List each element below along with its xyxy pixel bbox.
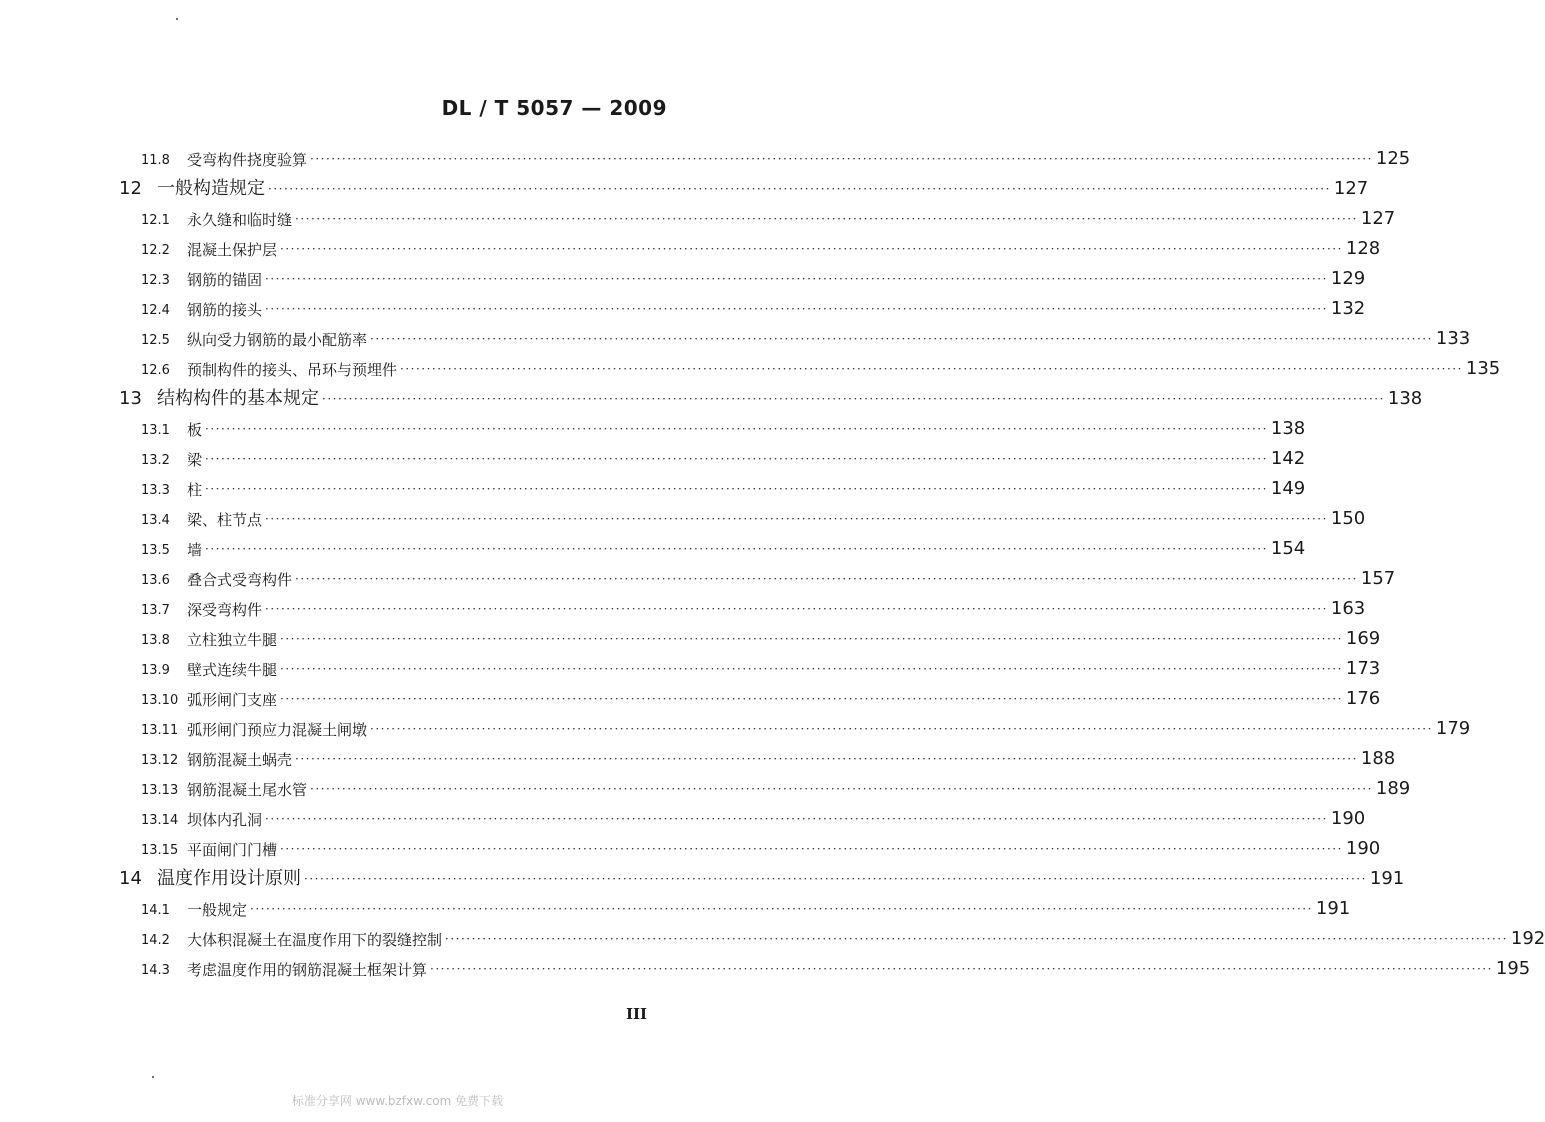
toc-section-row [141,798,1366,829]
toc-leader-dots: ········································································································································································································ [280,842,1343,856]
toc-section-row [141,918,1545,949]
toc-title: 钢筋的锚固 [187,271,263,289]
toc-title: 钢筋混凝土尾水管 [187,781,308,799]
toc-page-number: 150 [1330,508,1366,529]
toc-page-number: 157 [1360,568,1396,589]
toc-number: 12.3 [141,273,170,288]
toc-number: 13.7 [141,603,170,618]
toc-title: 钢筋的接头 [187,301,263,319]
scan-speck [152,1076,154,1078]
toc-title: 结构构件的基本规定 [157,388,319,409]
toc-number: 13.5 [141,543,170,558]
toc-number: 14.3 [141,963,170,978]
toc-section-row [141,618,1381,649]
toc-section-row [141,528,1306,559]
toc-section-row [141,588,1366,619]
toc-section-row [141,828,1381,859]
toc-leader-dots: ········································································································································································································ [205,452,1268,466]
toc-chapter-row [119,168,1369,199]
toc-number: 12.5 [141,333,170,348]
toc-page-number: 138 [1270,418,1306,439]
toc-section-row [141,348,1501,379]
toc-leader-dots: ········································································································································································································ [310,782,1373,796]
toc-leader-dots: ········································································································································································································ [400,362,1463,376]
toc-leader-dots: ········································································································································································································ [268,182,1331,196]
toc-title: 考虑温度作用的钢筋混凝土框架计算 [187,961,428,979]
toc-page-number: 154 [1270,538,1306,559]
standard-code-header: DL / T 5057 — 2009 [441,96,667,120]
toc-title: 壁式连续牛腿 [187,661,278,679]
toc-title: 受弯构件挠度验算 [187,151,308,169]
toc-page-number: 190 [1330,808,1366,829]
toc-section-row [141,258,1366,289]
toc-number: 13.14 [141,813,179,828]
toc-number: 13.15 [141,843,179,858]
toc-page-number: 138 [1387,388,1423,409]
toc-page-number: 191 [1315,898,1351,919]
toc-page-number: 191 [1369,868,1405,889]
toc-number: 13.1 [141,423,170,438]
toc-section-row [141,708,1471,739]
toc-leader-dots: ········································································································································································································ [295,752,1358,766]
toc-title: 一般规定 [187,901,248,919]
toc-section-row [141,738,1396,769]
toc-number: 12.1 [141,213,170,228]
toc-title: 一般构造规定 [157,178,265,199]
toc-number: 13.8 [141,633,170,648]
toc-number: 12.4 [141,303,170,318]
toc-title: 梁 [187,451,203,469]
toc-title: 弧形闸门支座 [187,691,278,709]
toc-number: 13.6 [141,573,170,588]
toc-page-number: 190 [1345,838,1381,859]
toc-page-number: 127 [1333,178,1369,199]
toc-page-number: 195 [1495,958,1531,979]
toc-section-row [141,888,1351,919]
toc-section-row [141,198,1396,229]
toc-leader-dots: ········································································································································································································ [295,572,1358,586]
toc-leader-dots: ········································································································································································································ [205,542,1268,556]
toc-page-number: 135 [1465,358,1501,379]
toc-section-row [141,318,1471,349]
toc-section-row [141,678,1381,709]
toc-title: 平面闸门门槽 [187,841,278,859]
toc-title: 深受弯构件 [187,601,263,619]
toc-title: 钢筋混凝土蜗壳 [187,751,293,769]
toc-page-number: 142 [1270,448,1306,469]
toc-leader-dots: ········································································································································································································ [280,662,1343,676]
toc-section-row [141,138,1411,169]
toc-page-number: 169 [1345,628,1381,649]
toc-leader-dots: ········································································································································································································ [265,272,1328,286]
toc-leader-dots: ········································································································································································································ [205,482,1268,496]
toc-number: 13.2 [141,453,170,468]
toc-number: 13.12 [141,753,179,768]
toc-leader-dots: ········································································································································································································ [304,872,1367,886]
toc-page-number: 189 [1375,778,1411,799]
toc-section-row [141,768,1411,799]
toc-leader-dots: ········································································································································································································ [265,812,1328,826]
toc-page-number: 176 [1345,688,1381,709]
toc-leader-dots: ········································································································································································································ [322,392,1385,406]
toc-title: 叠合式受弯构件 [187,571,293,589]
toc-leader-dots: ········································································································································································································ [280,632,1343,646]
toc-number: 12.6 [141,363,170,378]
toc-section-row [141,648,1381,679]
toc-page-number: 149 [1270,478,1306,499]
toc-leader-dots: ········································································································································································································ [250,902,1313,916]
toc-leader-dots: ········································································································································································································ [205,422,1268,436]
toc-leader-dots: ········································································································································································································ [430,962,1493,976]
toc-section-row [141,468,1306,499]
toc-leader-dots: ········································································································································································································ [280,692,1343,706]
toc-section-row [141,228,1381,259]
toc-page-number: 132 [1330,298,1366,319]
toc-number: 12.2 [141,243,170,258]
toc-leader-dots: ········································································································································································································ [265,512,1328,526]
toc-page-number: 127 [1360,208,1396,229]
toc-title: 永久缝和临时缝 [187,211,293,229]
toc-section-row [141,408,1306,439]
toc-page-number: 173 [1345,658,1381,679]
toc-page-number: 125 [1375,148,1411,169]
toc-title: 坝体内孔洞 [187,811,263,829]
toc-number: 13.4 [141,513,170,528]
toc-leader-dots: ········································································································································································································ [445,932,1508,946]
toc-number: 13 [119,388,142,409]
toc-section-row [141,948,1531,979]
toc-title: 立柱独立牛腿 [187,631,278,649]
toc-number: 13.3 [141,483,170,498]
toc-leader-dots: ········································································································································································································ [310,152,1373,166]
toc-leader-dots: ········································································································································································································ [265,302,1328,316]
toc-leader-dots: ········································································································································································································ [295,212,1358,226]
toc-number: 13.11 [141,723,179,738]
toc-number: 13.13 [141,783,179,798]
toc-title: 纵向受力钢筋的最小配筋率 [187,331,368,349]
toc-leader-dots: ········································································································································································································ [280,242,1343,256]
scan-speck [176,18,178,20]
toc-title: 梁、柱节点 [187,511,263,529]
toc-chapter-row [119,378,1423,409]
toc-number: 14.1 [141,903,170,918]
toc-section-row [141,288,1366,319]
toc-page-number: 179 [1435,718,1471,739]
page-folio: III [626,1005,648,1023]
toc-page-number: 188 [1360,748,1396,769]
toc-title: 弧形闸门预应力混凝土闸墩 [187,721,368,739]
toc-title: 墙 [187,541,203,559]
toc-page-number: 133 [1435,328,1471,349]
toc-page-number: 192 [1510,928,1545,949]
toc-section-row [141,558,1396,589]
toc-leader-dots: ········································································································································································································ [265,602,1328,616]
toc-title: 混凝土保护层 [187,241,278,259]
toc-number: 13.10 [141,693,179,708]
toc-number: 14 [119,868,142,889]
watermark: 标准分享网 www.bzfxw.com 免费下载 [291,1094,504,1108]
toc-title: 温度作用设计原则 [157,868,301,889]
toc-title: 大体积混凝土在温度作用下的裂缝控制 [187,931,443,949]
toc-leader-dots: ········································································································································································································ [370,332,1433,346]
toc-title: 预制构件的接头、吊环与预埋件 [187,361,398,379]
toc-number: 12 [119,178,142,199]
toc-page-number: 163 [1330,598,1366,619]
toc-number: 14.2 [141,933,170,948]
toc-chapter-row [119,858,1405,889]
toc-page-number: 128 [1345,238,1381,259]
toc-section-row [141,438,1306,469]
toc-number: 13.9 [141,663,170,678]
toc-page-number: 129 [1330,268,1366,289]
toc-leader-dots: ········································································································································································································ [370,722,1433,736]
toc-title: 板 [187,421,203,439]
toc-number: 11.8 [141,153,170,168]
toc-title: 柱 [187,481,203,499]
toc-section-row [141,498,1366,529]
